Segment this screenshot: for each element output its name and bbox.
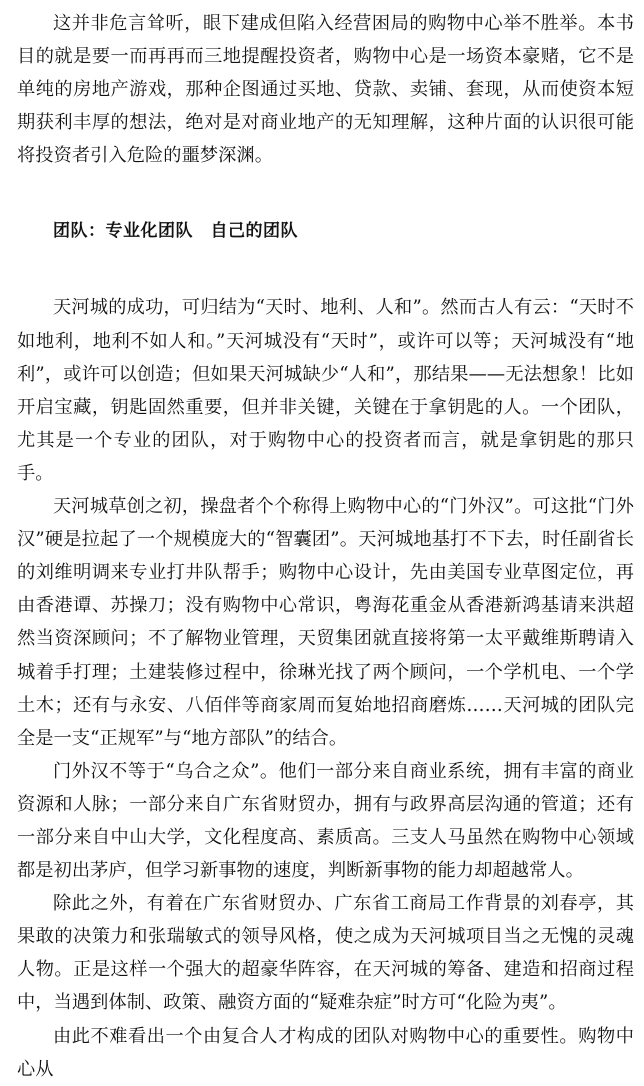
body-paragraph: 由此不难看出一个由复合人才构成的团队对购物中心的重要性。购物中心从	[17, 1025, 634, 1080]
body-paragraph: 除此之外，有着在广东省财贸办、广东省工商局工作背景的刘春亭，其果敢的决策力和张瑞敏式的领导风格，使之成为天河城项目当之无愧的灵魂人物。正是这样一个强大的超豪华阵容，在天河城的筹备、建造和招商过程中，当遇到体制、政策、融资方面的“疑难杂症”时方可“化险为夷”。	[17, 893, 634, 1014]
body-paragraph: 天河城的成功，可归结为“天时、地利、人和”。然而古人有云：“天时不如地利，地利不如人和。”天河城没有“天时”，或许可以等；天河城没有“地利”，或许可以创造；但如果天河城缺少“人和”，那结果——无法想象！比如开启宝藏，钥匙固然重要，但并非关键，关键在于拿钥匙的人。一个团队，尤其是一个专业的团队，对于购物中心的投资者而言，就是拿钥匙的那只手。	[17, 297, 634, 484]
body-paragraph: 这并非危言耸听，眼下建成但陷入经营困局的购物中心举不胜举。本书目的就是要一而再再而三地提醒投资者，购物中心是一场资本豪赌，它不是单纯的房地产游戏，那种企图通过买地、贷款、卖铺、套现，从而使资本短期获利丰厚的想法，绝对是对商业地产的无知理解，这种片面的认识很可能将投资者引入危险的噩梦深渊。	[17, 13, 634, 167]
body-paragraph: 天河城草创之初，操盘者个个称得上购物中心的“门外汉”。可这批“门外汉”硬是拉起了一个规模庞大的“智囊团”。天河城地基打不下去，时任副省长的刘维明调来专业打井队帮手；购物中心设计，先由美国专业草图定位，再由香港谭、苏操刀；没有购物中心常识，粤海花重金从香港新鸿基请来洪超然当资深顾问；不了解物业管理，天贸集团就直接将第一太平戴维斯聘请入城着手打理；土建装修过程中，徐琳光找了两个顾问，一个学机电、一个学土木；还有与永安、八佰伴等商家周而复始地招商磨炼……天河城的团队完全是一支“正规军”与“地方部队”的结合。	[17, 496, 634, 749]
section-heading: 团队：专业化团队 自己的团队	[53, 221, 298, 242]
document-page	[17, 0, 634, 1086]
body-paragraph: 门外汉不等于“乌合之众”。他们一部分来自商业系统，拥有丰富的商业资源和人脉；一部分来自广东省财贸办，拥有与政界高层沟通的管道；还有一部分来自中山大学，文化程度高、素质高。三支人马虽然在购物中心领域都是初出茅庐，但学习新事物的速度，判断新事物的能力却超越常人。	[17, 760, 634, 882]
